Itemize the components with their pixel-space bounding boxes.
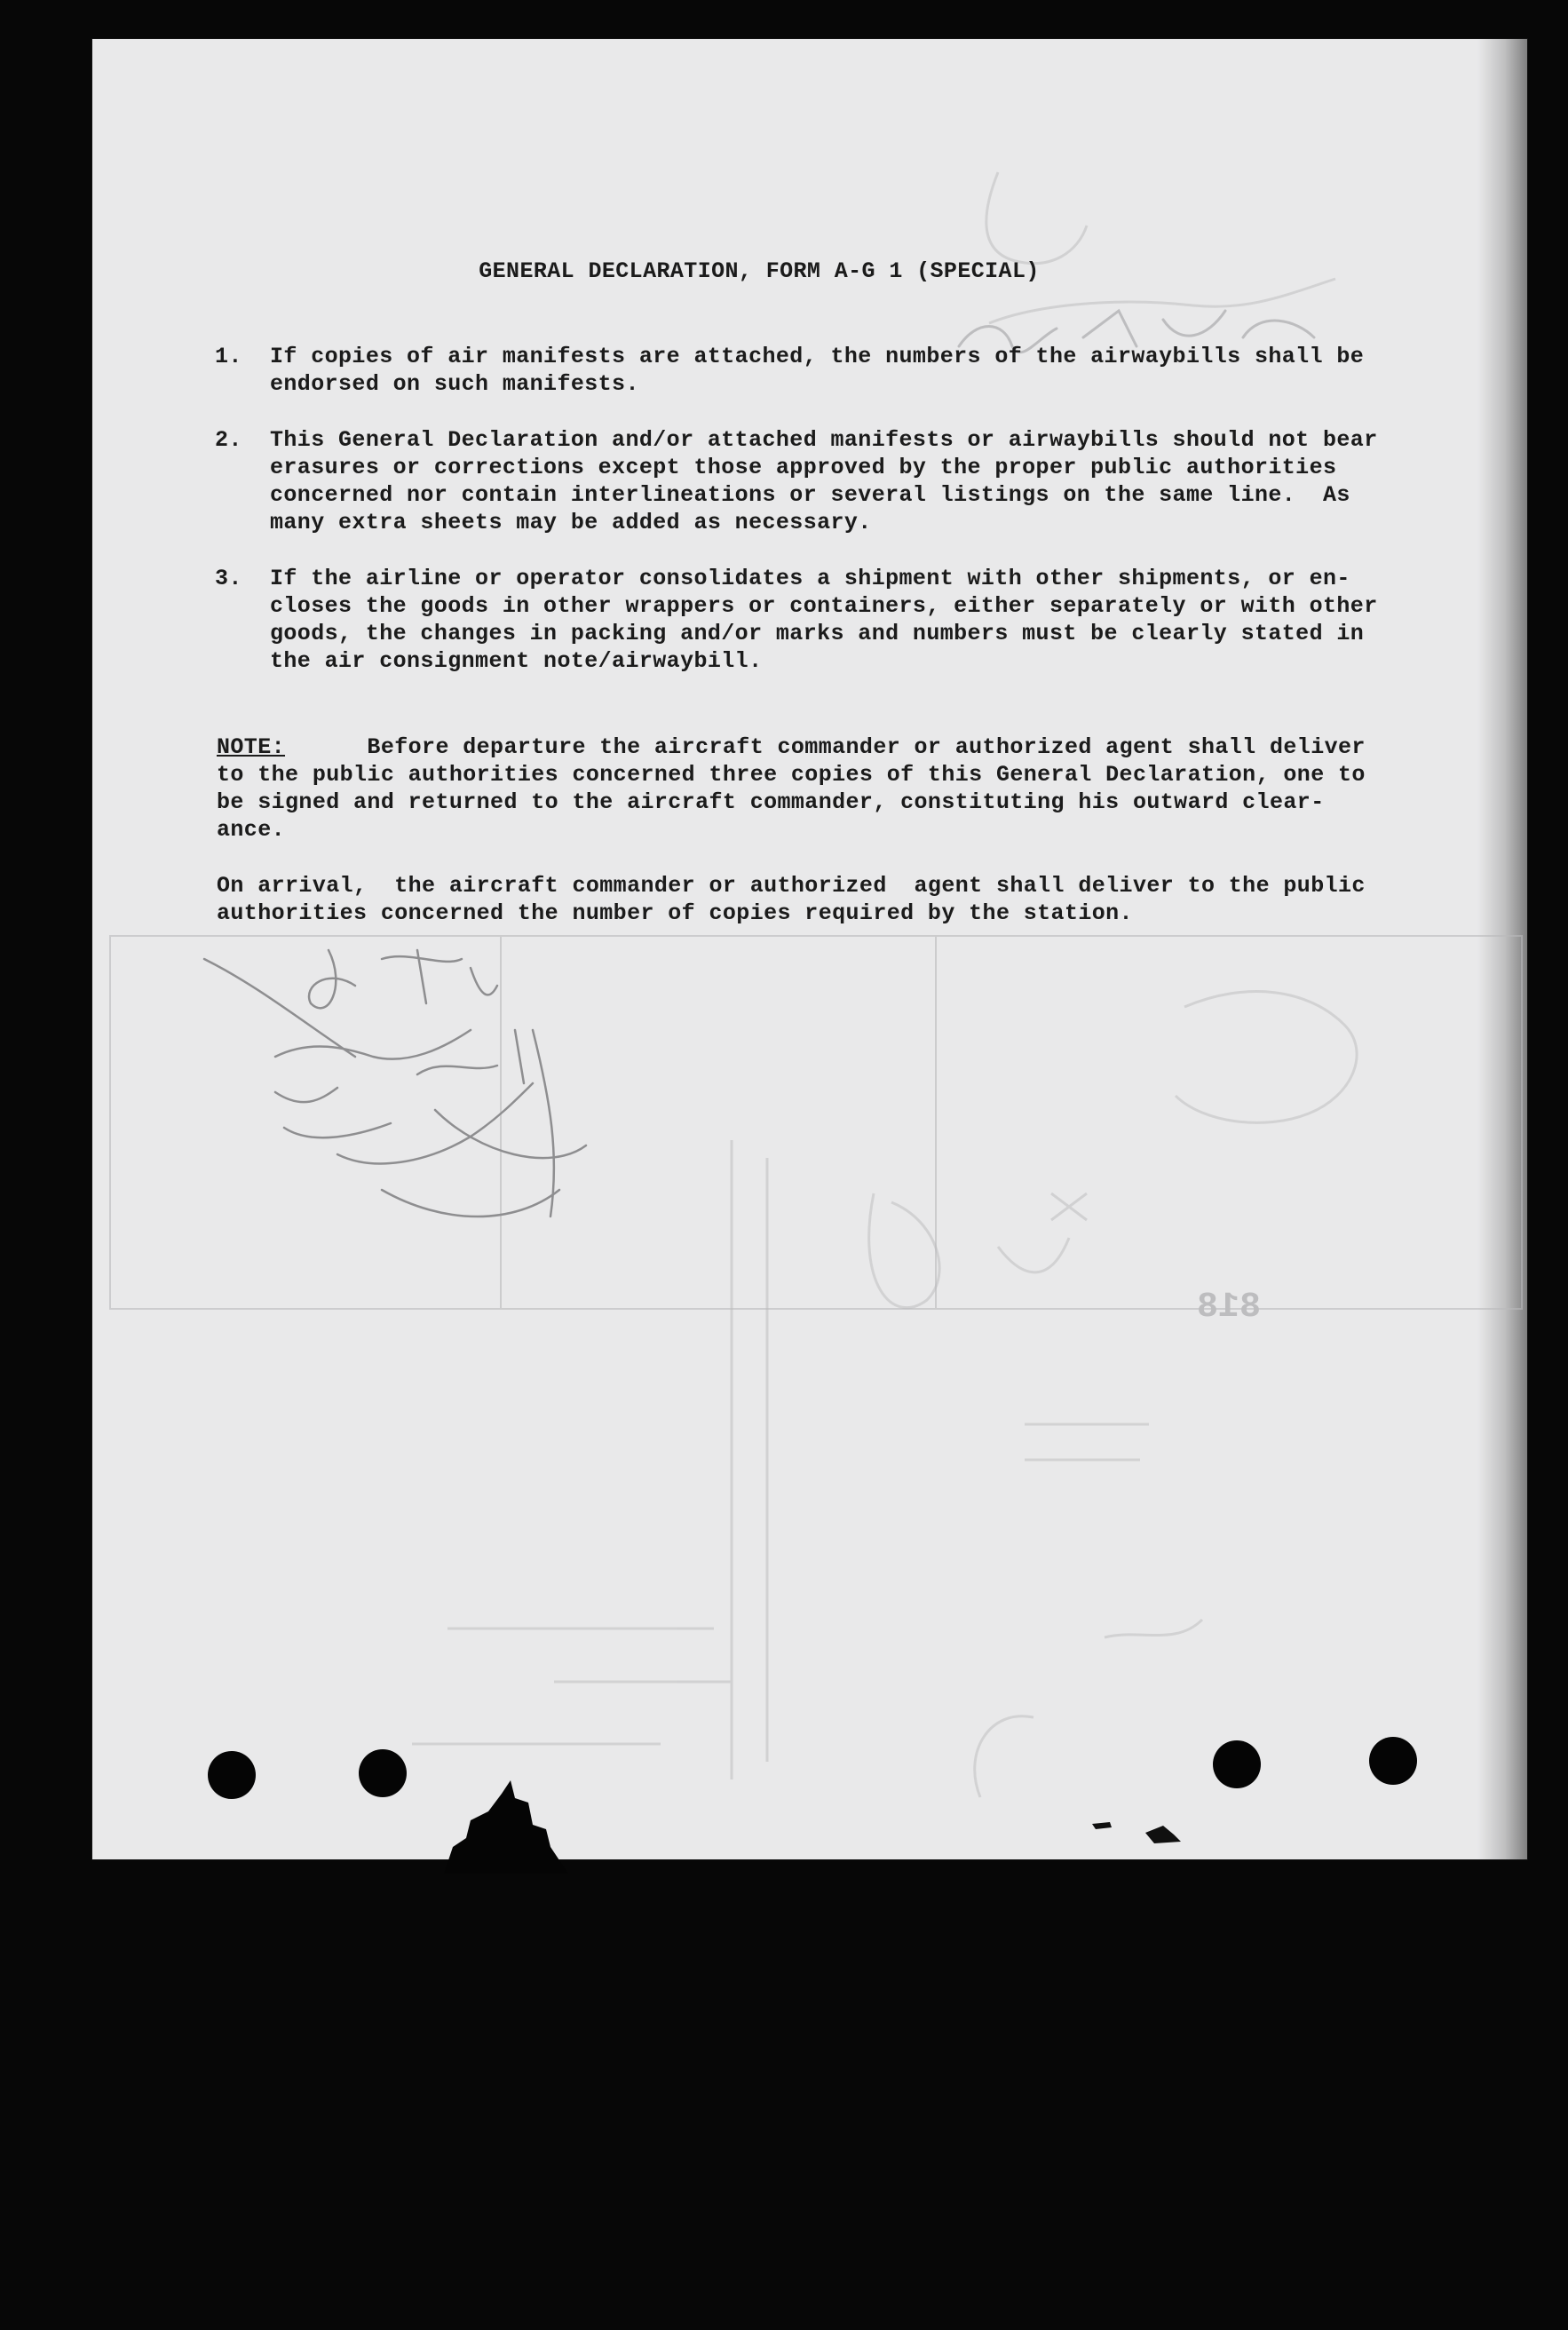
list-item-body <box>270 565 1406 675</box>
bleed-through-number-text: 818 <box>1196 1288 1261 1327</box>
text-line: many extra sheets may be added as necessary. <box>270 510 872 535</box>
document-sheet <box>92 39 1527 1859</box>
text-line: to the public authorities concerned three copies of this General Declaration, one to <box>217 762 1366 788</box>
list-item-number: 1. <box>215 344 242 369</box>
text-line: On arrival, the aircraft commander or authorized agent shall deliver to the public <box>217 873 1366 899</box>
list-item-number: 2. <box>215 427 242 453</box>
punch-hole <box>1213 1740 1261 1788</box>
list-item-number: 3. <box>215 566 242 591</box>
text-line: be signed and returned to the aircraft commander, constituting his outward clear- <box>217 789 1325 815</box>
list-item-body <box>270 426 1406 536</box>
arrival-paragraph <box>217 872 1406 927</box>
note-first-line <box>217 733 1406 761</box>
text-line: If the airline or operator consolidates a shipment with other shipments, or en- <box>270 566 1350 591</box>
text-line: erasures or corrections except those approved by the proper public authorities <box>270 455 1337 480</box>
text-line: endorsed on such manifests. <box>270 371 639 397</box>
document-title: GENERAL DECLARATION, FORM A-G 1 (SPECIAL) <box>479 258 1040 284</box>
note-label: NOTE: <box>217 734 286 760</box>
text-line: closes the goods in other wrappers or containers, either separately or with other <box>270 593 1378 619</box>
text-line: authorities concerned the number of copies required by the station. <box>217 900 1133 926</box>
list-item-body <box>270 343 1406 398</box>
text-line: ance. <box>217 817 286 843</box>
text-line: concerned nor contain interlineations or several listings on the same line. As <box>270 482 1350 508</box>
punch-hole <box>359 1749 407 1797</box>
punch-hole <box>1369 1737 1417 1785</box>
text-line: This General Declaration and/or attached manifests or airwaybills should not bear <box>270 427 1378 453</box>
text-line: Before departure the aircraft commander or authorized agent shall deliver <box>285 734 1366 760</box>
text-line: goods, the changes in packing and/or marks and numbers must be clearly stated in <box>270 621 1365 646</box>
text-line: the air consignment note/airwaybill. <box>270 648 763 674</box>
punch-hole <box>208 1751 256 1799</box>
text-line: If copies of air manifests are attached, the numbers of the airwaybills shall be <box>270 344 1365 369</box>
note-paragraph <box>217 733 1406 844</box>
